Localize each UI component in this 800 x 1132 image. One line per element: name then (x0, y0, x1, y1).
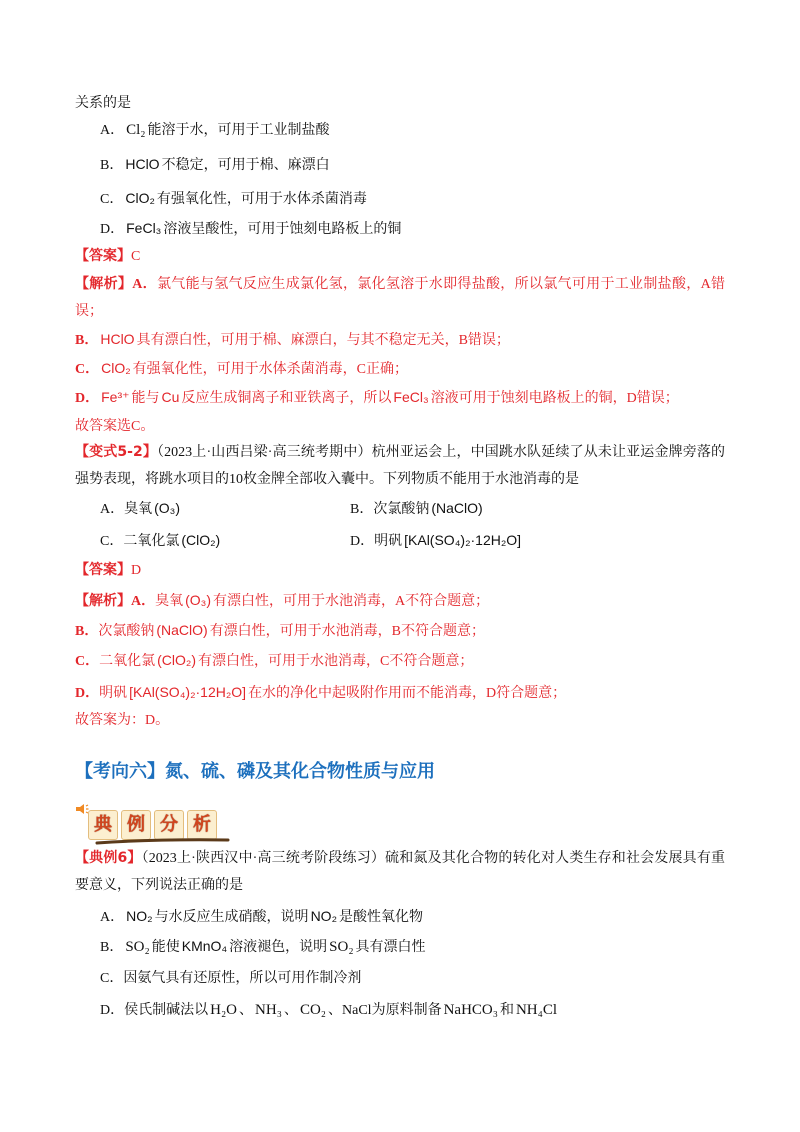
example6-option-a (100, 903, 725, 931)
prev-analysis-c (75, 355, 725, 383)
prev-option-a (100, 117, 725, 144)
variant-stem-text: 杭州亚运会上，中国跳水队延续了从未让亚运金牌旁落的强势表现，将跳水项目的10枚金牌全部收入囊中。下列物质不能用于水池消毒的是 (75, 445, 726, 487)
analysis-label: A． (131, 594, 156, 609)
formula: HClO (125, 156, 160, 172)
formula: Cu (161, 389, 180, 405)
formula: NH₄Cl (515, 1002, 558, 1018)
example6-source: （2023上·陕西汉中·高三统考阶段练习） (141, 851, 386, 866)
option-text: 不稳定，可用于棉、麻漂白 (161, 158, 330, 173)
option-text: 臭氧 (124, 502, 153, 517)
formula: SO₂ (329, 939, 354, 955)
option-label: D． (100, 1003, 125, 1018)
analysis-text: 氯气能与氢气反应生成氯化氢，氯化氢溶于水即得盐酸，所以氯气可用于工业制盐酸，A错误； (75, 277, 726, 319)
answer-value: C (131, 249, 141, 264)
analysis-text: 能与 (131, 391, 160, 406)
option-label: C． (100, 192, 124, 207)
analysis-text: 反应生成铜离子和亚铁离子，所以 (181, 391, 392, 406)
option-text: 和 (499, 1003, 514, 1018)
option-label: B． (350, 502, 374, 517)
badge-char: 分 (154, 810, 184, 840)
variant-source: （2023上·山西吕梁·高三统考期中） (157, 445, 372, 460)
variant-stem (75, 439, 725, 493)
formula: (O₃) (185, 592, 212, 608)
variant-option-b (350, 495, 600, 523)
formula: CO₂ (299, 1002, 327, 1018)
prev-answer (75, 243, 725, 270)
example-analysis-badge (75, 800, 235, 848)
prev-analysis-a (75, 271, 725, 325)
formula: (ClO₂) (181, 532, 221, 548)
variant-tag: 【变式5-2】 (75, 444, 158, 460)
prev-option-b (100, 151, 725, 179)
option-label: C． (100, 971, 124, 986)
formula: HClO (100, 331, 135, 347)
formula: NH₃ (255, 1002, 282, 1018)
analysis-text: 二氧化氯 (99, 654, 156, 669)
analysis-label: C． (75, 654, 100, 669)
option-text: 溶液褪色，说明 (229, 940, 328, 955)
variant-option-a (100, 495, 350, 523)
prev-analysis-b (75, 326, 725, 354)
prev-question-stem-tail: 关系的是 (75, 96, 131, 111)
prev-analysis-d (75, 384, 725, 412)
formula: [KAl(SO₄)₂·12H₂O] (404, 532, 522, 548)
prev-option-d (100, 215, 725, 243)
formula: Cl₂ (126, 122, 146, 138)
analysis-label: D． (75, 686, 100, 701)
formula: NaHCO₃ (443, 1002, 498, 1018)
answer-value: D (131, 563, 142, 578)
formula: (NaClO) (156, 622, 208, 638)
analysis-text: 明矾 (99, 686, 128, 701)
example6-tag: 【典例6】 (75, 850, 142, 866)
option-text: 、NaCl为原料制备 (328, 1003, 442, 1018)
formula: SO₂ (125, 939, 150, 955)
option-text: 、 (283, 1003, 298, 1018)
formula: KMnO₄ (181, 938, 228, 954)
option-text: 与水反应生成硝酸，说明 (154, 910, 309, 925)
example6-option-b (100, 933, 725, 961)
example6-stem (75, 845, 725, 899)
analysis-text: 次氯酸钠 (98, 624, 155, 639)
analysis-text: 在水的净化中起吸附作用而不能消毒，D符合题意； (248, 686, 567, 701)
formula: (NaClO) (431, 500, 483, 516)
variant-analysis-c (75, 647, 725, 675)
variant-option-c (100, 527, 350, 555)
option-label: B． (100, 158, 124, 173)
variant-analysis-d (75, 679, 725, 707)
option-label: C． (100, 534, 124, 549)
option-text: 能使 (151, 940, 180, 955)
badge-char: 典 (88, 810, 118, 840)
option-text: 溶液呈酸性，可用于蚀刻电路板上的铜 (163, 222, 402, 237)
variant-analysis-a (75, 587, 725, 615)
analysis-tag: 【解析】 (75, 593, 131, 609)
analysis-label: D． (75, 391, 100, 406)
option-text: 能溶于水，可用于工业制盐酸 (147, 123, 330, 138)
option-label: A． (100, 502, 125, 517)
formula: [KAl(SO₄)₂·12H₂O] (129, 684, 247, 700)
analysis-label: C． (75, 362, 100, 377)
analysis-text: 具有漂白性，可用于棉、麻漂白，与其不稳定无关，B错误； (136, 333, 510, 348)
option-text: 侯氏制碱法以 (124, 1003, 209, 1018)
option-label: A． (100, 123, 125, 138)
variant-options-row-2 (100, 527, 725, 555)
analysis-text: 有漂白性，可用于水池消毒，B不符合题意； (209, 624, 486, 639)
answer-tag: 【答案】 (75, 248, 131, 264)
option-text: 因氨气具有还原性，所以可用作制冷剂 (123, 971, 362, 986)
analysis-text: 有漂白性，可用于水池消毒，A不符合题意； (213, 594, 490, 609)
speaker-icon (75, 802, 89, 816)
analysis-text: 有漂白性，可用于水池消毒，C不符合题意； (198, 654, 474, 669)
formula: FeCl₃ (393, 389, 429, 405)
analysis-tag: 【解析】 (75, 276, 133, 292)
variant-option-d (350, 527, 600, 555)
option-label: A． (100, 910, 125, 925)
answer-tag: 【答案】 (75, 562, 131, 578)
variant-conclusion: 故答案为：D。 (75, 713, 170, 728)
option-label: D． (350, 534, 375, 549)
example6-option-d (100, 997, 725, 1024)
analysis-label: B． (75, 624, 99, 639)
analysis-label: B． (75, 333, 99, 348)
analysis-label: A． (132, 277, 157, 292)
badge-char: 例 (121, 810, 151, 840)
analysis-text: 溶液可用于蚀刻电路板上的铜，D错误； (430, 391, 679, 406)
prev-option-c (100, 185, 725, 213)
formula: Fe³⁺ (101, 389, 130, 405)
option-label: D． (100, 222, 125, 237)
formula: ClO₂ (101, 360, 131, 376)
option-text: 是酸性氧化物 (339, 910, 423, 925)
option-text: 具有漂白性 (355, 940, 426, 955)
formula: NO₂ (126, 908, 153, 924)
option-text: 有强氧化性，可用于水体杀菌消毒 (156, 192, 367, 207)
option-text: 明矾 (374, 534, 403, 549)
option-text: 次氯酸钠 (373, 502, 430, 517)
variant-options-row-1 (100, 495, 725, 523)
option-text: 二氧化氯 (123, 534, 180, 549)
variant-analysis-b (75, 617, 725, 645)
variant-answer (75, 557, 725, 584)
formula: FeCl₃ (126, 220, 162, 236)
section-heading: 【考向六】氮、硫、磷及其化合物性质与应用 (75, 761, 435, 782)
formula: H₂O (210, 1002, 238, 1018)
formula: ClO₂ (125, 190, 155, 206)
formula: (O₃) (154, 500, 181, 516)
option-label: B． (100, 940, 124, 955)
analysis-text: 臭氧 (155, 594, 184, 609)
formula: NO₂ (310, 908, 337, 924)
prev-conclusion: 故答案选C。 (75, 419, 155, 434)
analysis-text: 有强氧化性，可用于水体杀菌消毒，C正确； (132, 362, 409, 377)
option-text: 、 (239, 1003, 254, 1018)
example6-option-c (100, 965, 725, 992)
example6-stem-text: 硫和氮及其化合物的转化对人类生存和社会发展具有重要意义，下列说法正确的是 (75, 851, 726, 893)
formula: (ClO₂) (157, 652, 196, 668)
badge-char: 析 (187, 810, 217, 840)
